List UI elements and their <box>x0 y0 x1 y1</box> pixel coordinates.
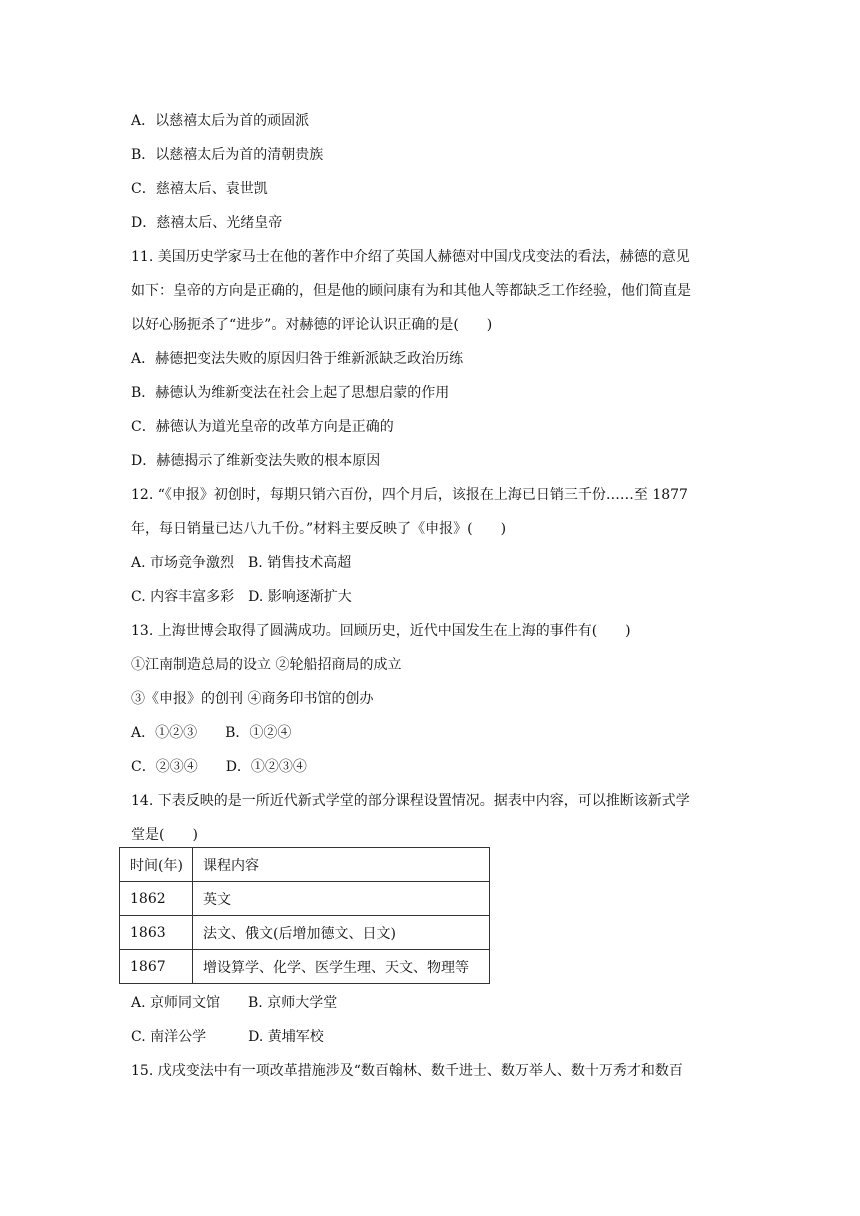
table-cell-content: 增设算学、化学、医学生理、天文、物理等 <box>193 950 490 984</box>
table-header-cell: 时间(年) <box>120 848 193 882</box>
options-cd-q13: C．②③④ D．①②③④ <box>131 759 307 775</box>
question-13-items-2: ③《申报》的创刊 ④商务印书馆的创办 <box>131 691 374 707</box>
options-cd-q12: C. 内容丰富多彩 D. 影响逐渐扩大 <box>131 589 352 605</box>
question-11-line-1: 11. 美国历史学家马士在他的著作中介绍了英国人赫德对中国戊戌变法的看法，赫德的意见 <box>131 249 690 265</box>
question-12-line-2: 年，每日销量已达八九千份。”材料主要反映了《申报》( ) <box>131 521 507 537</box>
question-11-line-2: 如下：皇帝的方向是正确的，但是他的顾问康有为和其他人等都缺乏工作经验，他们简直是 <box>131 283 691 299</box>
question-15-line-1: 15. 戊戌变法中有一项改革措施涉及“数百翰林、数千进士、数万举人、数十万秀才和数百 <box>131 1063 683 1079</box>
options-cd-q14: C. 南洋公学 D. 黄埔军校 <box>131 1029 324 1045</box>
curriculum-table <box>119 847 490 984</box>
table-header-row <box>120 848 490 882</box>
option-a-q11: A．赫德把变法失败的原因归咎于维新派缺乏政治历练 <box>131 351 464 367</box>
option-d-q11: D．赫德揭示了维新变法失败的根本原因 <box>131 453 381 469</box>
question-13-line-1: 13. 上海世博会取得了圆满成功。回顾历史，近代中国发生在上海的事件有( ) <box>131 623 631 639</box>
table-header-cell: 课程内容 <box>193 848 490 882</box>
option-d-q10: D．慈禧太后、光绪皇帝 <box>131 215 283 231</box>
options-ab-q14: A. 京师同文馆 B. 京师大学堂 <box>131 995 338 1011</box>
options-ab-q12: A. 市场竞争激烈 B. 销售技术高超 <box>131 555 352 571</box>
option-a-q10: A．以慈禧太后为首的顽固派 <box>131 113 310 129</box>
options-ab-q13: A．①②③ B．①②④ <box>131 725 292 741</box>
table-cell-year: 1867 <box>120 950 193 984</box>
table-row <box>120 882 490 916</box>
option-c-q10: C．慈禧太后、袁世凯 <box>131 181 268 197</box>
question-14-line-1: 14. 下表反映的是一所近代新式学堂的部分课程设置情况。据表中内容，可以推断该新式学 <box>131 793 690 809</box>
question-13-items-1: ①江南制造总局的设立 ②轮船招商局的成立 <box>131 657 402 673</box>
option-b-q10: B．以慈禧太后为首的清朝贵族 <box>131 147 324 163</box>
table-row <box>120 950 490 984</box>
question-11-line-3: 以好心肠扼杀了“进步”。对赫德的评论认识正确的是( ) <box>131 317 493 333</box>
question-14-line-2: 堂是( ) <box>131 827 198 843</box>
table-cell-year: 1863 <box>120 916 193 950</box>
question-12-line-1: 12. “《申报》初创时，每期只销六百份，四个月后，该报在上海已日销三千份……至 1877 <box>131 487 688 503</box>
option-c-q11: C．赫德认为道光皇帝的改革方向是正确的 <box>131 419 394 435</box>
option-b-q11: B．赫德认为维新变法在社会上起了思想启蒙的作用 <box>131 385 450 401</box>
table-cell-year: 1862 <box>120 882 193 916</box>
table-row <box>120 916 490 950</box>
table-cell-content: 英文 <box>193 882 490 916</box>
table-cell-content: 法文、俄文(后增加德文、日文) <box>193 916 490 950</box>
